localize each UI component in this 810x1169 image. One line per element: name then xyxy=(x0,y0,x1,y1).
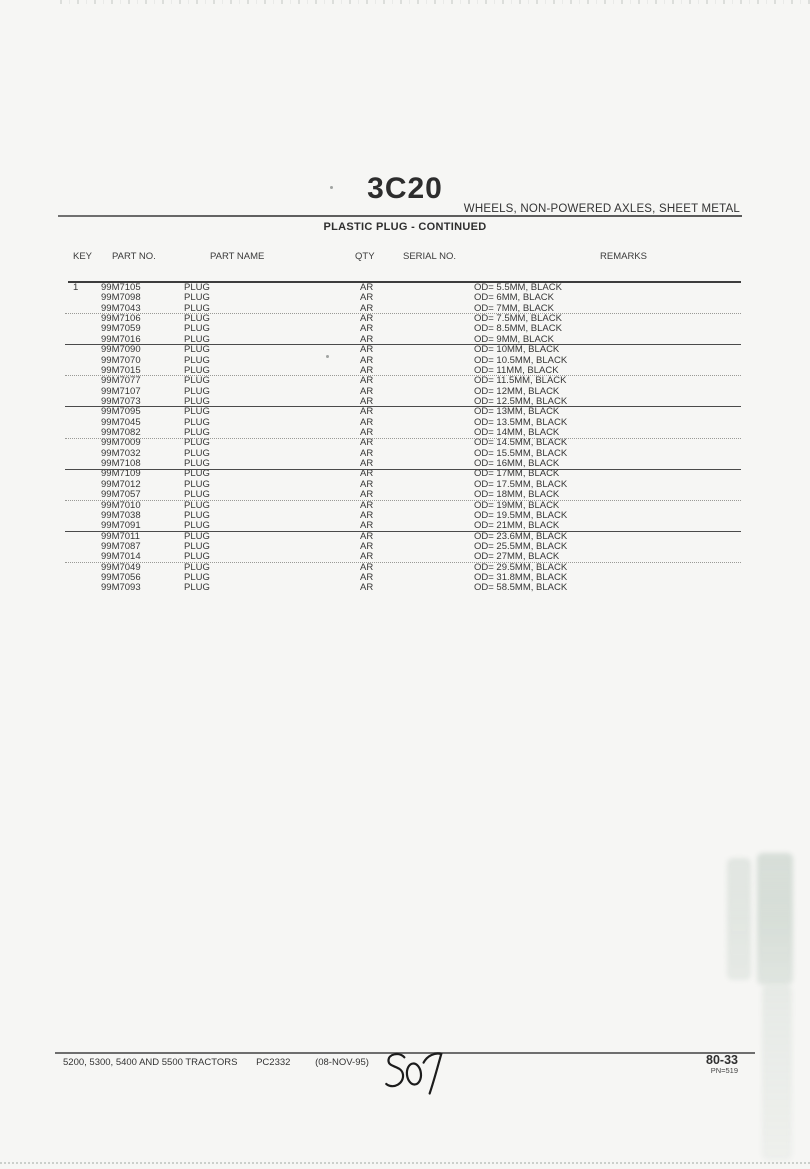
table-row xyxy=(68,542,741,552)
cell-part-name: PLUG xyxy=(184,282,210,293)
cell-part-name: PLUG xyxy=(184,395,210,407)
cell-part-no: 99M7016 xyxy=(101,333,141,345)
scan-smudge xyxy=(762,985,792,1160)
cell-remarks: OD= 29.5MM, BLACK xyxy=(474,561,568,573)
footer-models: 5200, 5300, 5400 AND 5500 TRACTORS xyxy=(63,1057,238,1068)
table-row xyxy=(68,583,741,593)
table-row xyxy=(68,449,741,459)
cell-remarks: OD= 6MM, BLACK xyxy=(474,292,554,304)
cell-qty: AR xyxy=(360,395,374,407)
cell-part-no: 99M7032 xyxy=(101,447,141,459)
cell-qty: AR xyxy=(360,468,374,480)
column-header-remarks: REMARKS xyxy=(600,251,647,262)
cell-part-no: 99M7011 xyxy=(101,530,140,542)
cell-qty: AR xyxy=(360,323,374,335)
cell-remarks: OD= 19MM, BLACK xyxy=(474,499,560,511)
footer-pn-number: PN=519 xyxy=(710,1066,738,1075)
cell-part-name: PLUG xyxy=(184,385,210,397)
cell-remarks: OD= 14MM, BLACK xyxy=(474,427,560,439)
cell-qty: AR xyxy=(360,292,374,304)
cell-remarks: OD= 27MM, BLACK xyxy=(474,551,560,563)
cell-part-no: 99M7107 xyxy=(101,385,141,397)
table-row xyxy=(68,293,741,303)
cell-remarks: OD= 13MM, BLACK xyxy=(474,406,560,418)
cell-qty: AR xyxy=(360,313,374,325)
cell-qty: AR xyxy=(360,530,374,542)
column-header-qty: QTY xyxy=(355,251,375,262)
table-row xyxy=(68,418,741,428)
cell-remarks: OD= 11MM, BLACK xyxy=(474,364,559,376)
scan-smudge xyxy=(727,858,751,980)
table-row xyxy=(68,469,741,479)
cell-part-no: 99M7098 xyxy=(101,292,141,304)
cell-part-no: 99M7082 xyxy=(101,427,141,439)
table-group-separator xyxy=(65,344,741,345)
cell-qty: AR xyxy=(360,489,374,501)
cell-part-name: PLUG xyxy=(184,468,210,480)
cell-part-no: 99M7109 xyxy=(101,468,141,480)
scan-smudge xyxy=(757,853,793,985)
cell-part-no: 99M7077 xyxy=(101,375,141,387)
scan-edge-noise xyxy=(60,0,810,4)
cell-part-name: PLUG xyxy=(184,489,210,501)
cell-qty: AR xyxy=(360,509,374,521)
cell-remarks: OD= 19.5MM, BLACK xyxy=(474,509,568,521)
section-heading: WHEELS, NON-POWERED AXLES, SHEET METAL xyxy=(463,203,740,215)
column-header-key: KEY xyxy=(73,251,93,262)
cell-remarks: OD= 13.5MM, BLACK xyxy=(474,416,568,428)
table-row xyxy=(68,407,741,417)
cell-part-name: PLUG xyxy=(184,540,210,552)
cell-remarks: OD= 9MM, BLACK xyxy=(474,333,554,345)
cell-part-no: 99M7045 xyxy=(101,416,141,428)
table-row xyxy=(68,356,741,366)
table-group-separator xyxy=(65,313,741,314)
table-group-separator xyxy=(65,375,741,376)
cell-key: 1 xyxy=(73,282,79,293)
cell-part-name: PLUG xyxy=(184,509,210,521)
cell-part-no: 99M7093 xyxy=(101,582,141,594)
cell-part-no: 99M7057 xyxy=(101,489,141,501)
cell-qty: AR xyxy=(360,416,374,428)
cell-part-name: PLUG xyxy=(184,344,210,356)
cell-part-no: 99M7087 xyxy=(101,540,141,552)
cell-part-name: PLUG xyxy=(184,333,210,345)
cell-qty: AR xyxy=(360,540,374,552)
cell-part-no: 99M7106 xyxy=(101,313,141,325)
cell-part-no: 99M7009 xyxy=(101,437,141,449)
cell-remarks: OD= 17MM, BLACK xyxy=(474,468,560,480)
cell-qty: AR xyxy=(360,499,374,511)
cell-remarks: OD= 11.5MM, BLACK xyxy=(474,375,567,387)
cell-qty: AR xyxy=(360,551,374,563)
table-group-separator xyxy=(65,438,741,439)
cell-remarks: OD= 7MM, BLACK xyxy=(474,302,554,314)
cell-qty: AR xyxy=(360,561,374,573)
cell-part-name: PLUG xyxy=(184,354,210,366)
table-row xyxy=(68,480,741,490)
cell-part-no: 99M7056 xyxy=(101,572,141,584)
scan-edge-noise xyxy=(0,1162,810,1164)
cell-qty: AR xyxy=(360,333,374,345)
column-header-part-name: PART NAME xyxy=(210,251,265,262)
table-row xyxy=(68,376,741,386)
cell-part-name: PLUG xyxy=(184,530,210,542)
cell-part-no: 99M7010 xyxy=(101,499,141,511)
footer-catalog-code: PC2332 xyxy=(256,1057,291,1068)
table-row xyxy=(68,563,741,573)
cell-qty: AR xyxy=(360,406,374,418)
cell-part-no: 99M7095 xyxy=(101,406,141,418)
cell-qty: AR xyxy=(360,375,374,387)
footer-date: (08-NOV-95) xyxy=(315,1057,369,1068)
cell-part-name: PLUG xyxy=(184,364,210,376)
cell-part-name: PLUG xyxy=(184,478,210,490)
cell-remarks: OD= 10.5MM, BLACK xyxy=(474,354,568,366)
handwritten-page-number xyxy=(380,1047,448,1104)
table-group-separator xyxy=(65,500,741,501)
cell-qty: AR xyxy=(360,582,374,594)
cell-remarks: OD= 8.5MM, BLACK xyxy=(474,323,562,335)
cell-qty: AR xyxy=(360,458,374,470)
cell-part-name: PLUG xyxy=(184,427,210,439)
cell-part-no: 99M7049 xyxy=(101,561,141,573)
cell-qty: AR xyxy=(360,478,374,490)
cell-part-no: 99M7073 xyxy=(101,395,141,407)
cell-part-name: PLUG xyxy=(184,499,210,511)
table-row xyxy=(68,501,741,511)
cell-remarks: OD= 14.5MM, BLACK xyxy=(474,437,568,449)
column-header-part-no: PART NO. xyxy=(112,251,156,262)
cell-part-no: 99M7070 xyxy=(101,354,141,366)
cell-qty: AR xyxy=(360,364,374,376)
footer-publication-info xyxy=(63,1057,369,1068)
cell-remarks: OD= 58.5MM, BLACK xyxy=(474,582,568,594)
cell-part-name: PLUG xyxy=(184,292,210,304)
table-row xyxy=(68,283,741,293)
cell-part-name: PLUG xyxy=(184,582,210,594)
cell-remarks: OD= 10MM, BLACK xyxy=(474,344,560,356)
cell-part-name: PLUG xyxy=(184,375,210,387)
cell-part-no: 99M7012 xyxy=(101,478,141,490)
subsection-heading: PLASTIC PLUG - CONTINUED xyxy=(323,221,487,233)
cell-part-name: PLUG xyxy=(184,323,210,335)
cell-remarks: OD= 7.5MM, BLACK xyxy=(474,313,562,325)
cell-part-no: 99M7014 xyxy=(101,551,141,563)
table-row xyxy=(68,345,741,355)
cell-qty: AR xyxy=(360,427,374,439)
table-row xyxy=(68,573,741,583)
cell-part-name: PLUG xyxy=(184,313,210,325)
cell-qty: AR xyxy=(360,302,374,314)
cell-qty: AR xyxy=(360,520,374,532)
table-row xyxy=(68,438,741,448)
cell-part-name: PLUG xyxy=(184,302,210,314)
cell-remarks: OD= 31.8MM, BLACK xyxy=(474,572,568,584)
cell-part-name: PLUG xyxy=(184,561,210,573)
cell-part-no: 99M7059 xyxy=(101,323,141,335)
table-column-headers xyxy=(68,251,741,263)
cell-part-name: PLUG xyxy=(184,520,210,532)
handwriting-507-drawing xyxy=(380,1047,448,1099)
cell-remarks: OD= 17.5MM, BLACK xyxy=(474,478,568,490)
table-row xyxy=(68,387,741,397)
cell-remarks: OD= 12MM, BLACK xyxy=(474,385,560,397)
table-row xyxy=(68,324,741,334)
cell-part-name: PLUG xyxy=(184,551,210,563)
cell-qty: AR xyxy=(360,447,374,459)
table-group-separator xyxy=(65,469,741,470)
cell-remarks: OD= 23.6MM, BLACK xyxy=(474,530,568,542)
cell-part-name: PLUG xyxy=(184,416,210,428)
cell-part-no: 99M7038 xyxy=(101,509,141,521)
cell-qty: AR xyxy=(360,354,374,366)
cell-remarks: OD= 21MM, BLACK xyxy=(474,520,560,532)
table-group-separator xyxy=(65,406,741,407)
cell-remarks: OD= 18MM, BLACK xyxy=(474,489,560,501)
cell-remarks: OD= 16MM, BLACK xyxy=(474,458,560,470)
cell-part-no: 99M7043 xyxy=(101,302,141,314)
heading-rule xyxy=(58,215,742,217)
cell-part-name: PLUG xyxy=(184,447,210,459)
table-row xyxy=(68,314,741,324)
page-title: 3C20 xyxy=(367,172,443,205)
table-group-separator xyxy=(65,562,741,563)
cell-remarks: OD= 12.5MM, BLACK xyxy=(474,395,568,407)
cell-part-name: PLUG xyxy=(184,572,210,584)
table-group-separator xyxy=(65,531,741,532)
cell-qty: AR xyxy=(360,572,374,584)
cell-part-no: 99M7015 xyxy=(101,364,141,376)
cell-qty: AR xyxy=(360,344,374,356)
table-row xyxy=(68,511,741,521)
cell-part-no: 99M7105 xyxy=(101,282,141,293)
column-header-serial-no: SERIAL NO. xyxy=(403,251,456,262)
cell-part-name: PLUG xyxy=(184,437,210,449)
cell-part-no: 99M7091 xyxy=(101,520,141,532)
cell-remarks: OD= 15.5MM, BLACK xyxy=(474,447,568,459)
cell-qty: AR xyxy=(360,282,374,293)
cell-part-no: 99M7108 xyxy=(101,458,141,470)
cell-remarks: OD= 5.5MM, BLACK xyxy=(474,282,562,293)
cell-part-no: 99M7090 xyxy=(101,344,141,356)
table-row xyxy=(68,532,741,542)
cell-part-name: PLUG xyxy=(184,406,210,418)
cell-qty: AR xyxy=(360,385,374,397)
parts-table-body xyxy=(68,281,741,594)
cell-remarks: OD= 25.5MM, BLACK xyxy=(474,540,568,552)
cell-part-name: PLUG xyxy=(184,458,210,470)
cell-qty: AR xyxy=(360,437,374,449)
footer-page-number: 80-33 xyxy=(706,1053,738,1067)
